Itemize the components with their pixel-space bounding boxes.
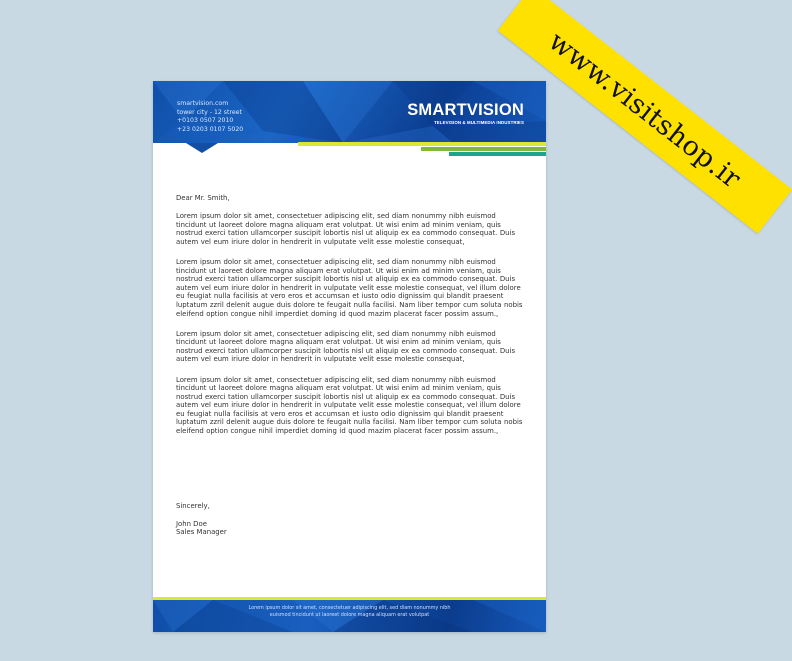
contact-address: tower city - 12 street [177, 108, 242, 116]
paragraph: Lorem ipsum dolor sit amet, consectetuer adipiscing elit, sed diam nonummy nibh euismod tincidunt ut laoreet dolore magna aliquam erat volutpat. Ut wisi enim ad minim veniam, quis nostrud exerci tation ullamcorper suscipit lobortis nisl ut aliquip ex ea commodo consequat. Duis autem vel eum iriure dolor in hendrerit in vulputate velit esse molestie consequat, vel illum dolore eu feugiat nulla facilisis at vero eros et accumsan et iusto odio dignissim qui blandit praesent luptatum zzril delenit augue duis dolore te feugait nulla facilisi. Nam liber tempor cum soluta nobis eleifend option congue nihil imperdiet doming id quod mazim placerat facer possim assum., [176, 375, 523, 436]
brand-tagline: TELEVISION & MULTIMEDIA INDUSTRIES [434, 120, 524, 125]
paragraph: Lorem ipsum dolor sit amet, consectetuer adipiscing elit, sed diam nonummy nibh euismod tincidunt ut laoreet dolore magna aliquam erat volutpat. Ut wisi enim ad minim veniam, quis nostrud exerci tation ullamcorper suscipit lobortis nisl ut aliquip ex ea commodo consequat. Duis autem vel eum iriure dolor in hendrerit in vulputate velit esse molestie consequat, vel illum dolore eu feugiat nulla facilisis at vero eros et accumsan et iusto odio dignissim qui blandit praesent luptatum zzril delenit augue duis dolore te feugait nulla facilisi. Nam liber tempor cum soluta nobis eleifend option congue nihil imperdiet doming id quod mazim placerat facer possim assum., [176, 257, 523, 318]
salutation: Dear Mr. Smith, [176, 194, 230, 202]
paragraph: Lorem ipsum dolor sit amet, consectetuer adipiscing elit, sed diam nonummy nibh euismod tincidunt ut laoreet dolore magna aliquam erat volutpat. Ut wisi enim ad minim veniam, quis nostrud exerci tation ullamcorper suscipit lobortis nisl ut aliquip ex ea commodo consequat. Duis autem vel eum iriure dolor in hendrerit in vulputate velit esse molestie consequat, [176, 329, 516, 364]
footer-line-1: Lorem ipsum dolor sit amet, consectetuer adipiscing elit, sed diam nonummy nibh [248, 605, 451, 611]
signoff-block [176, 502, 227, 537]
contact-phone-1: +0103 0507 2010 [177, 117, 234, 125]
closing: Sincerely, [176, 502, 210, 510]
brand-name: SMARTVISION [407, 101, 524, 119]
signer-title: Sales Manager [176, 528, 227, 537]
watermark-banner [460, 0, 748, 230]
footer-banner [153, 600, 546, 632]
signer-name: John Doe [176, 519, 207, 528]
footer-line-2: euismod tincidunt ut laoreet dolore magna aliquam erat volutpat [269, 611, 430, 618]
contact-phone-2: +23 0203 0107 5020 [177, 125, 244, 133]
watermark-text: www.visitshop.ir [542, 25, 748, 195]
header-arrow-notch [186, 143, 218, 153]
footer-text [153, 605, 546, 618]
contact-info [177, 100, 243, 134]
watermark-band [498, 0, 792, 234]
contact-website: smartvision.com [177, 100, 229, 107]
paragraph: Lorem ipsum dolor sit amet, consectetuer adipiscing elit, sed diam nonummy nibh euismod tincidunt ut laoreet dolore magna aliquam erat volutpat. Ut wisi enim ad minim veniam, quis nostrud exerci tation ullamcorper suscipit lobortis nisl ut aliquip ex ea commodo consequat. Duis autem vel eum iriure dolor in hendrerit in vulputate velit esse molestie consequat, [176, 212, 516, 246]
letter-body [176, 194, 526, 447]
